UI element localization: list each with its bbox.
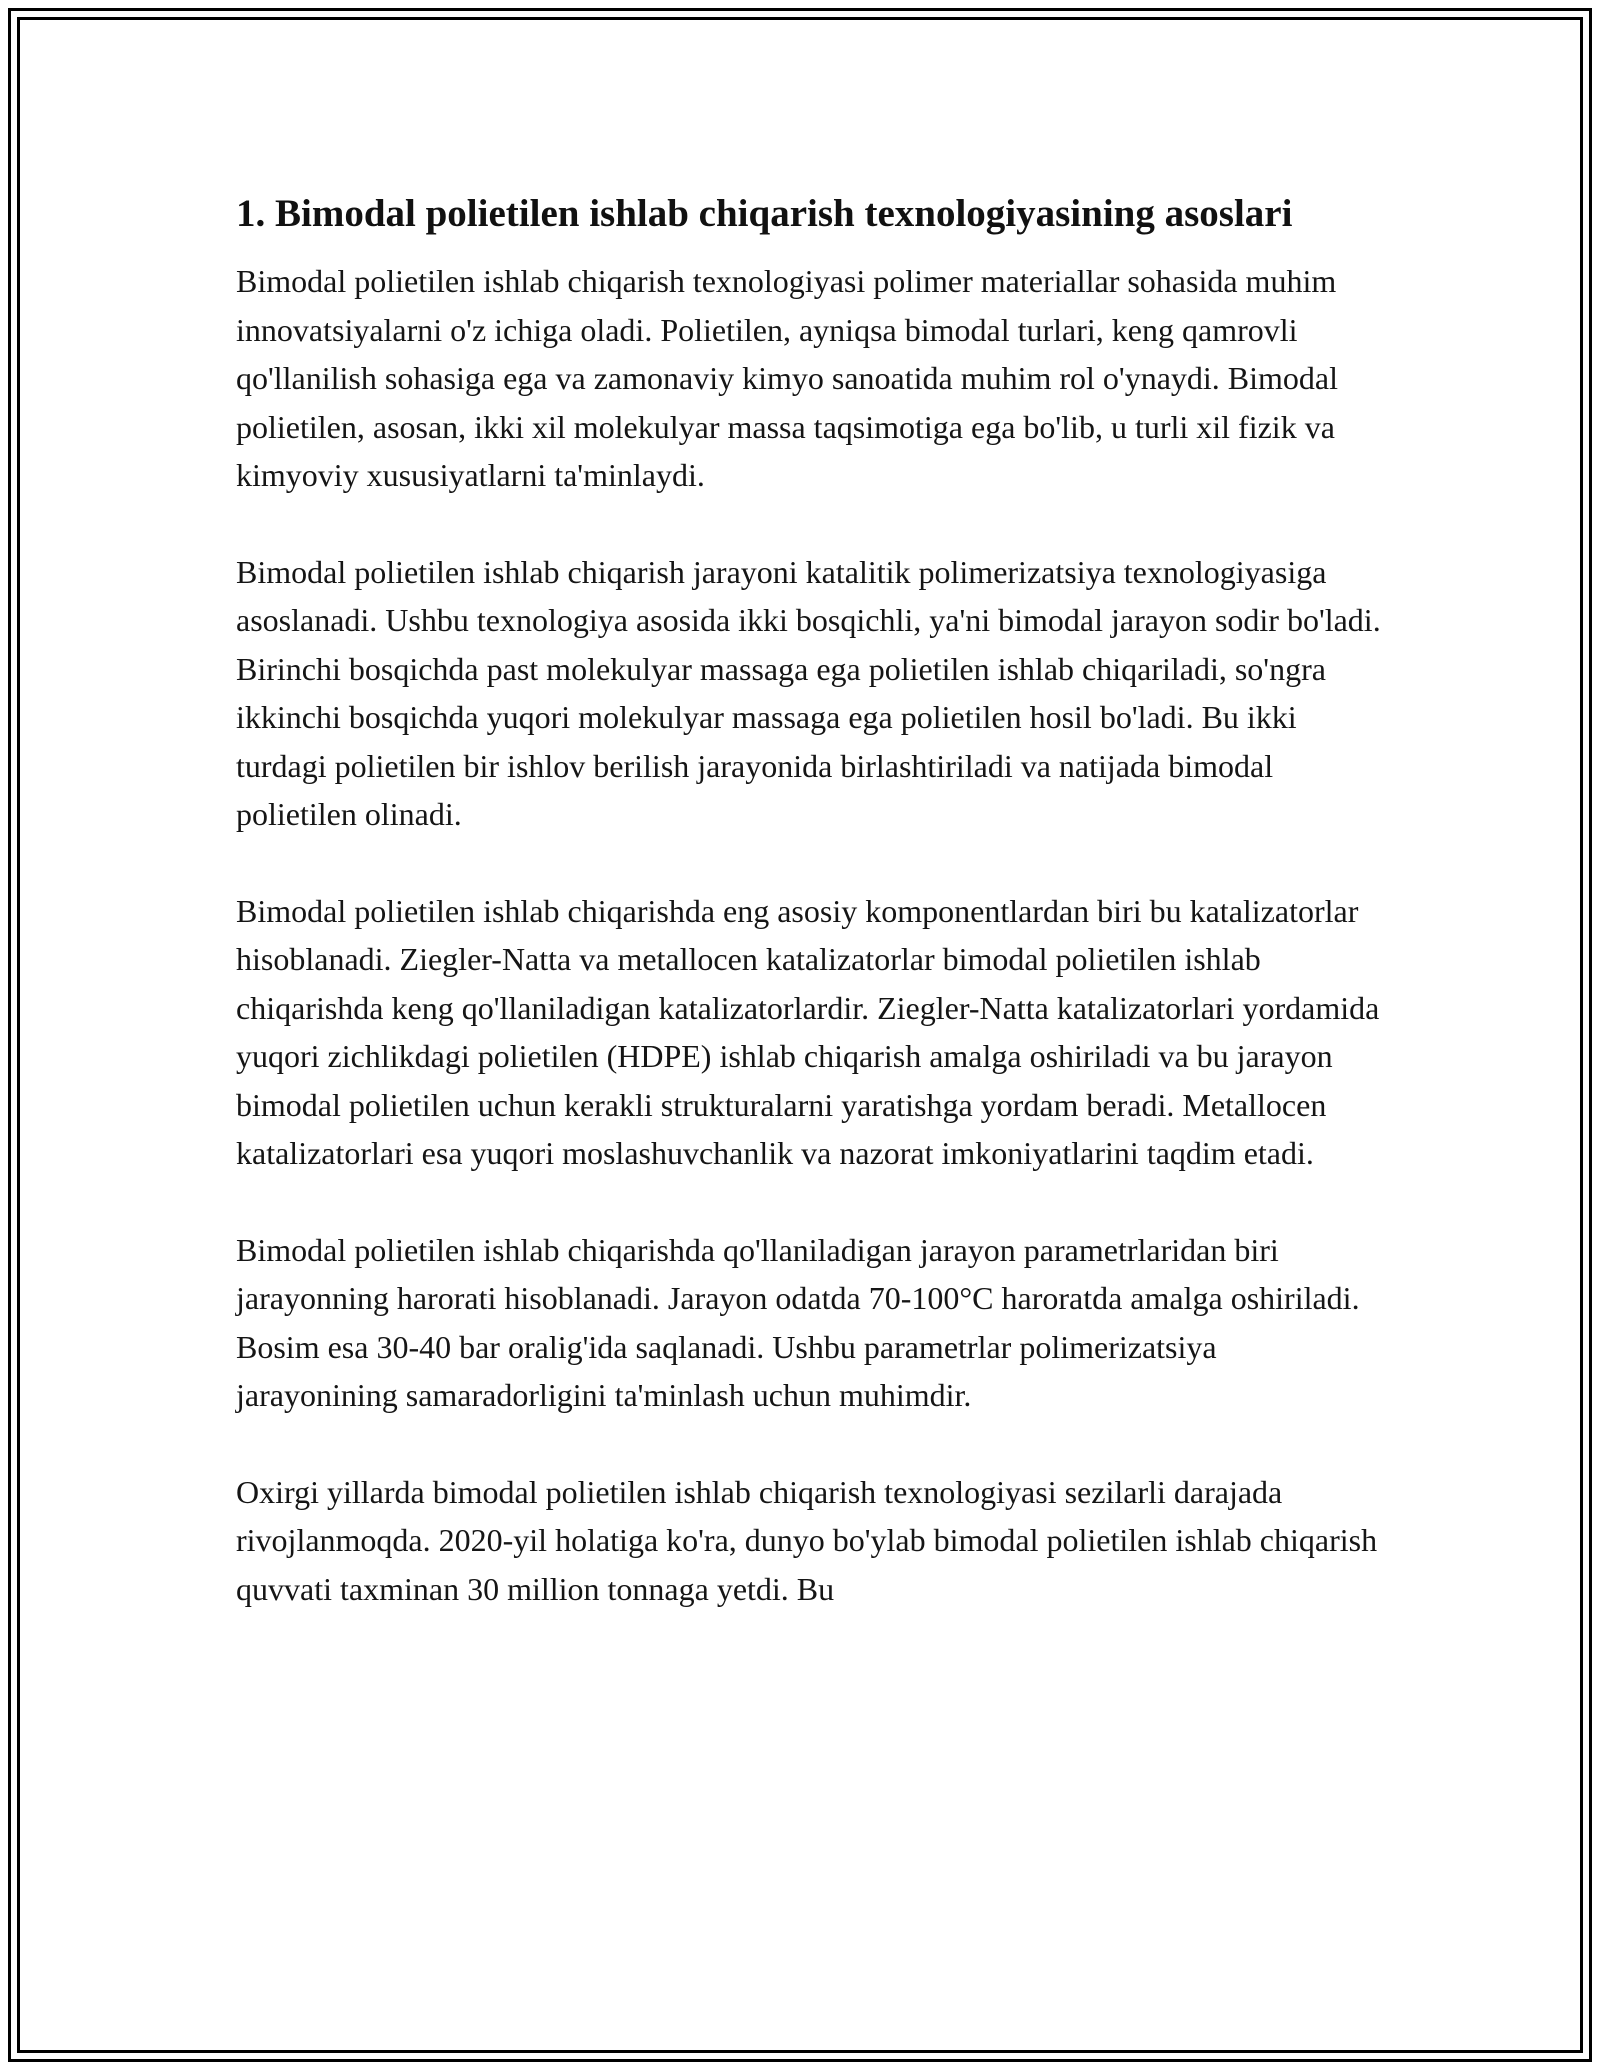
section-title: 1. Bimodal polietilen ishlab chiqarish texnologiyasining asoslari [236,192,1293,235]
paragraph-intro: Bimodal polietilen ishlab chiqarish texnologiyasi polimer materiallar sohasida muhim innovatsiyalarni o'z ichiga oladi. Polietilen, ayniqsa bimodal turlari, keng qamrovli qo'llanilish sohasiga ega va zamonaviy kimyo sanoatida muhim rol o'ynaydi. Bimodal polietilen, asosan, ikki xil molekulyar massa taqsimotiga ega bo'lib, u turli xil fizik va kimyoviy xususiyatlarni ta'minlaydi. [236,263,1338,493]
paragraph-recent-development: Oxirgi yillarda bimodal polietilen ishlab chiqarish texnologiyasi sezilarli darajada rivojlanmoqda. 2020-yil holatiga ko'ra, dunyo bo'ylab bimodal polietilen ishlab chiqarish quvvati taxminan 30 million tonnaga yetdi. Bu [236,1473,1378,1607]
paragraph-catalysts: Bimodal polietilen ishlab chiqarishda eng asosiy komponentlardan biri bu katalizatorlar hisoblanadi. Ziegler-Natta va metallocen katalizatorlar bimodal polietilen ishlab chiqarishda keng qo'llaniladigan katalizatorlardir. Ziegler-Natta katalizatorlari yordamida yuqori zichlikdagi polietilen (HDPE) ishlab chiqarish amalga oshiriladi va bu jarayon bimodal polietilen uchun kerakli strukturalarni yaratishga yordam beradi. Metallocen katalizatorlari esa yuqori moslashuvchanlik va nazorat imkoniyatlarini taqdim etadi. [236,892,1380,1171]
paragraph-parameters: Bimodal polietilen ishlab chiqarishda qo'llaniladigan jarayon parametrlaridan biri jarayonning harorati hisoblanadi. Jarayon odatda 70-100°C haroratda amalga oshiriladi. Bosim esa 30-40 bar oralig'ida saqlanadi. Ushbu parametrlar polimerizatsiya jarayonining samaradorligini ta'minlash uchun muhimdir. [236,1231,1360,1413]
document-body [236,186,1386,1661]
paragraph-process: Bimodal polietilen ishlab chiqarish jarayoni katalitik polimerizatsiya texnologiyasiga asoslanadi. Ushbu texnologiya asosida ikki bosqichli, ya'ni bimodal jarayon sodir bo'ladi. Birinchi bosqichda past molekulyar massaga ega polietilen ishlab chiqariladi, so'ngra ikkinchi bosqichda yuqori molekulyar massaga ega polietilen hosil bo'ladi. Bu ikki turdagi polietilen bir ishlov berilish jarayonida birlashtiriladi va natijada bimodal polietilen olinadi. [236,553,1381,832]
